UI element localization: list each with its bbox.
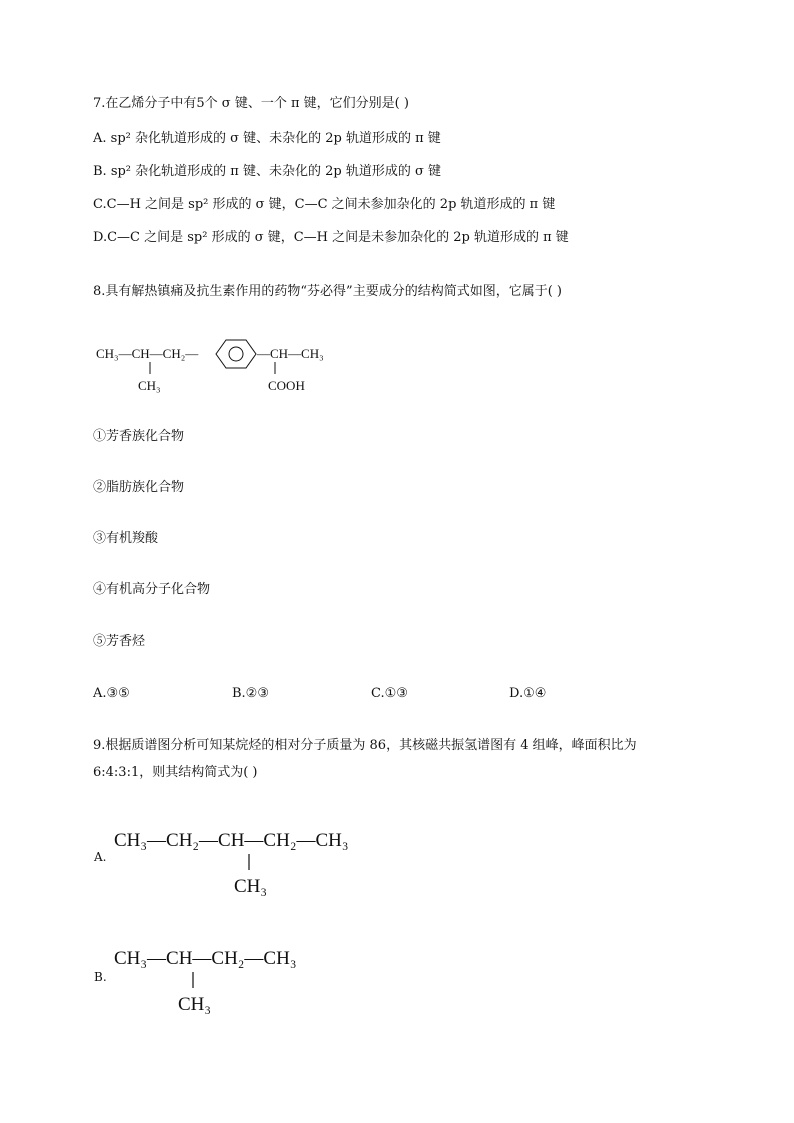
q7-stem: 7.在乙烯分子中有5个 σ 键、一个 π 键，它们分别是( ) xyxy=(93,96,409,111)
q9-stem-line2: 6:4:3:1，则其结构简式为( ) xyxy=(93,765,258,780)
q8-choice-c: C.①③ xyxy=(371,686,408,701)
q9-option-b-branch: CH₃ xyxy=(178,994,212,1015)
q7-option-b: B. sp² 杂化轨道形成的 π 键、未杂化的 2p 轨道形成的 σ 键 xyxy=(93,164,441,179)
q8-item-5: ⑤芳香烃 xyxy=(93,634,146,649)
q8-choice-a: A.③⑤ xyxy=(93,686,130,701)
q8-structural-formula xyxy=(94,336,354,398)
q8-item-3: ③有机羧酸 xyxy=(93,531,159,546)
q9-option-a-main-chain: CH₃—CH₂—CH—CH₂—CH₃ xyxy=(114,830,349,851)
q7-option-a: A. sp² 杂化轨道形成的 σ 键、未杂化的 2p 轨道形成的 π 键 xyxy=(93,131,441,146)
q9-option-a-branch: CH₃ xyxy=(234,876,268,897)
q9-option-b-formula xyxy=(112,940,352,1016)
q9-option-b-main-chain: CH₃—CH—CH₂—CH₃ xyxy=(114,948,297,969)
q8-main-chain-right: —CH—CH₃ xyxy=(257,346,324,361)
q8-choice-b: B.②③ xyxy=(232,686,269,701)
q8-item-2: ②脂肪族化合物 xyxy=(93,480,185,495)
q8-choice-d: D.①④ xyxy=(509,686,547,701)
q8-branch-right: COOH xyxy=(268,378,305,393)
q9-option-a-formula xyxy=(112,822,392,898)
benzene-ring xyxy=(216,340,256,368)
q8-branch-left: CH₃ xyxy=(138,378,161,393)
q7-option-c: C.C—H 之间是 sp² 形成的 σ 键，C—C 之间未参加杂化的 2p 轨道形成的 π 键 xyxy=(93,197,556,212)
q9-option-b-label: B. xyxy=(94,970,107,984)
q9-option-a-label: A. xyxy=(94,850,107,864)
q7-option-d: D.C—C 之间是 sp² 形成的 σ 键，C—H 之间是未参加杂化的 2p 轨道形成的 π 键 xyxy=(93,230,569,245)
q8-main-chain-left: CH₃—CH—CH₂— xyxy=(96,346,199,361)
q8-item-1: ①芳香族化合物 xyxy=(93,429,185,444)
q8-item-4: ④有机高分子化合物 xyxy=(93,582,211,597)
q8-stem: 8.具有解热镇痛及抗生素作用的药物“芬必得”主要成分的结构简式如图，它属于( ) xyxy=(93,284,562,299)
q9-stem-line1: 9.根据质谱图分析可知某烷烃的相对分子质量为 86，其核磁共振氢谱图有 4 组峰，峰面积比为 xyxy=(93,738,637,753)
